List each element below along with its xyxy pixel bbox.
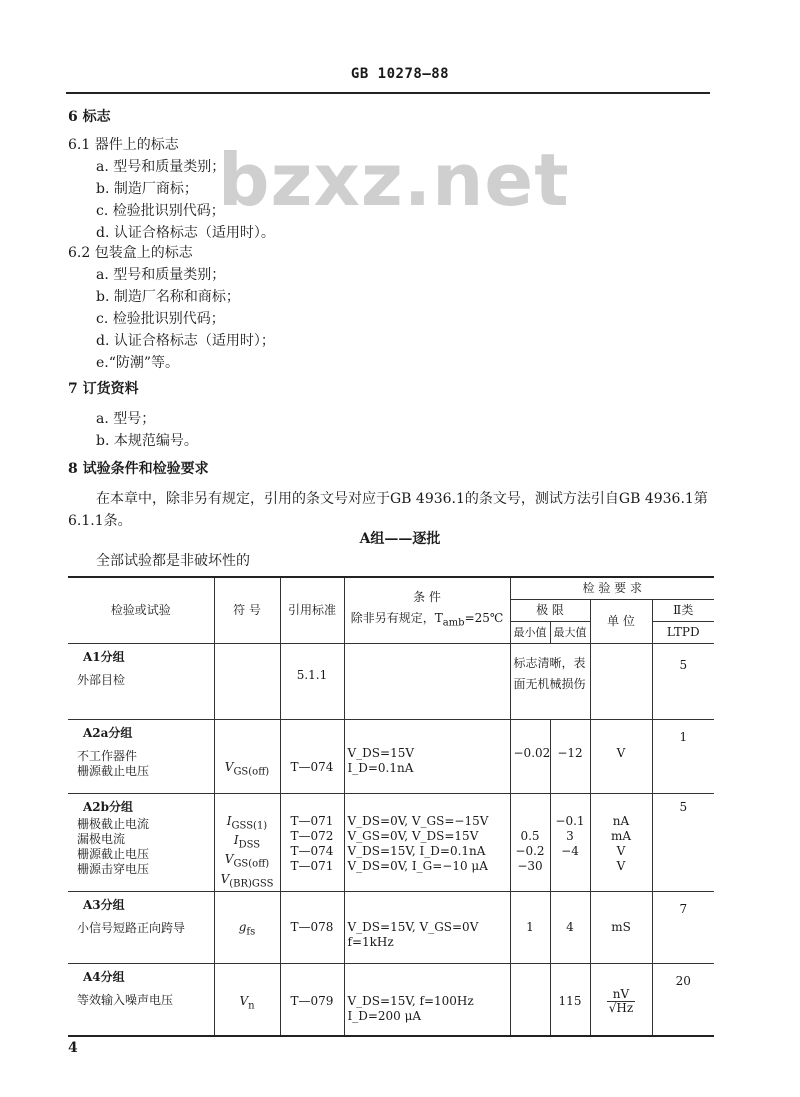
- unit-fraction: $\frac{nV}{√Hz}$: [608, 987, 634, 1016]
- section-6-1-title: 6.1 器件上的标志: [68, 137, 179, 153]
- condition-line: V_GS=0V, V_DS=15V: [347, 828, 479, 843]
- ref-standard: T—071: [290, 858, 334, 873]
- min-value: −30: [517, 858, 543, 873]
- min-value: 0.5: [520, 828, 540, 843]
- max-value: −0.1: [555, 813, 585, 828]
- condition-line: I_D=200 μA: [347, 1009, 422, 1024]
- list-item: a. 型号和质量类别；: [96, 267, 226, 283]
- page-number: 4: [68, 1040, 78, 1056]
- ref-standard: T—078: [290, 920, 334, 935]
- list-item: a. 型号；: [96, 411, 156, 427]
- test-name: 等效输入噪声电压: [77, 993, 174, 1008]
- table-note: 全部试验都是非破坏性的: [96, 553, 250, 569]
- ref-standard: T—072: [290, 828, 334, 843]
- table-row: [68, 719, 714, 793]
- condition-line: f=1kHz: [347, 935, 394, 950]
- unit: mA: [610, 828, 632, 843]
- condition-line: V_DS=0V, I_G=−10 μA: [347, 858, 488, 873]
- requirement-line: 面无机械损伤: [513, 676, 586, 691]
- condition-line: V_DS=15V, V_GS=0V: [347, 920, 479, 935]
- list-item: b. 制造厂名称和商标；: [96, 289, 240, 305]
- header-unit: 单 位: [590, 599, 652, 643]
- max-value: [554, 859, 587, 874]
- max-value: 4: [566, 920, 574, 935]
- group-title: A2a分组: [83, 725, 133, 740]
- test-name: 外部目检: [77, 672, 126, 687]
- symbol: $V_n$: [239, 994, 255, 1012]
- min-value: −0.2: [515, 843, 545, 858]
- header-ltpd: LTPD: [652, 621, 714, 643]
- table-row: [68, 892, 714, 964]
- header-max: 最大值: [550, 621, 590, 643]
- max-value: 115: [558, 994, 582, 1009]
- group-title: A4分组: [83, 970, 125, 985]
- unit: nA: [612, 813, 630, 828]
- header-ref: 引用标准: [280, 577, 344, 643]
- ref-standard: T—071: [290, 813, 334, 828]
- header-conditions: [344, 577, 510, 643]
- test-name: 栅极截止电流: [77, 816, 150, 831]
- group-title: A1分组: [83, 649, 125, 664]
- symbol: $I_{DSS}$: [233, 832, 261, 851]
- table-row: [68, 964, 714, 1036]
- list-item: a. 型号和质量类别；: [96, 159, 226, 175]
- test-name: 不工作器件: [77, 748, 138, 763]
- document-code: GB 10278—88: [350, 66, 450, 82]
- max-value: −4: [561, 843, 579, 858]
- condition-line: V_DS=15V, f=100Hz: [347, 994, 474, 1009]
- list-item: b. 制造厂商标；: [96, 181, 198, 197]
- ltpd-value: 5: [679, 657, 688, 672]
- header-requirements: 检 验 要 求: [510, 577, 714, 599]
- group-title: A2b分组: [83, 799, 134, 814]
- ltpd-value: 7: [679, 902, 688, 917]
- ref-standard: T—074: [290, 759, 334, 774]
- watermark: bzxz.net: [218, 138, 570, 222]
- table-row: [68, 793, 714, 892]
- section-6-title: 6 标志: [68, 109, 111, 125]
- header-rule: [66, 92, 710, 94]
- header-test: 检验或试验: [68, 577, 214, 643]
- test-name: 栅源截止电压: [77, 763, 150, 778]
- ltpd-value: 1: [679, 729, 688, 744]
- symbol: $g_{fs}$: [238, 920, 256, 938]
- unit: mS: [611, 920, 631, 935]
- min-value: [514, 814, 547, 829]
- list-item: c. 检验批识别代码；: [96, 311, 225, 327]
- test-name: 栅源截止电压: [77, 846, 150, 861]
- min-value: 1: [526, 920, 534, 935]
- ltpd-value: 5: [679, 799, 688, 814]
- list-item: b. 本规范编号。: [96, 433, 198, 449]
- symbol: $V_{GS(off)}$: [224, 852, 270, 870]
- header-class: Ⅱ类: [652, 599, 714, 621]
- test-name: 小信号短路正向跨导: [77, 921, 186, 936]
- header-limits: 极 限: [510, 599, 590, 621]
- unit: V: [616, 745, 626, 760]
- min-value: −0.02: [513, 745, 551, 760]
- condition-line: V_DS=0V, V_GS=−15V: [347, 813, 489, 828]
- list-item: e.“防潮”等。: [96, 355, 180, 371]
- test-name: 栅源击穿电压: [77, 861, 150, 876]
- header-min: 最小值: [510, 621, 550, 643]
- ref-standard: 5.1.1: [296, 667, 328, 682]
- paragraph-line: 6.1.1条。: [68, 513, 132, 529]
- condition-line: I_D=0.1nA: [347, 760, 414, 775]
- table-row: [68, 643, 714, 719]
- header-conditions-sub: 除非另有规定，$T_{amb}=25℃$: [350, 611, 504, 629]
- section-8-title: 8 试验条件和检验要求: [68, 461, 209, 477]
- requirement-line: 标志清晰，表: [513, 655, 586, 670]
- header-symbol: 符 号: [214, 577, 280, 643]
- max-value: 3: [566, 828, 574, 843]
- ref-standard: T—079: [290, 994, 334, 1009]
- table-caption: A组——逐批: [359, 531, 441, 547]
- test-name: 漏极电流: [77, 831, 126, 846]
- section-7-title: 7 订货资料: [68, 381, 139, 397]
- section-6-2-title: 6.2 包装盒上的标志: [68, 245, 193, 261]
- unit: V: [616, 843, 626, 858]
- list-item: d. 认证合格标志（适用时）；: [96, 333, 275, 349]
- group-title: A3分组: [83, 898, 125, 913]
- paragraph-line: 在本章中，除非另有规定，引用的条文号对应于GB 4936.1的条文号，测试方法引自GB 4936.1第: [96, 491, 708, 507]
- ltpd-value: 20: [675, 974, 691, 989]
- condition-line: V_DS=15V, I_D=0.1nA: [347, 843, 486, 858]
- list-item: c. 检验批识别代码；: [96, 203, 225, 219]
- unit: V: [616, 858, 626, 873]
- symbol: $V_{(BR)GSS}$: [220, 871, 274, 890]
- symbol: $V_{GS(off)}$: [224, 759, 270, 777]
- symbol: $I_{GSS(1)}$: [226, 813, 268, 831]
- inspection-table: [68, 576, 714, 1037]
- max-value: −12: [557, 745, 583, 760]
- condition-line: V_DS=15V: [347, 745, 414, 760]
- ref-standard: T—074: [290, 843, 334, 858]
- header-conditions-title: 条 件: [413, 590, 441, 605]
- list-item: d. 认证合格标志（适用时）。: [96, 225, 275, 241]
